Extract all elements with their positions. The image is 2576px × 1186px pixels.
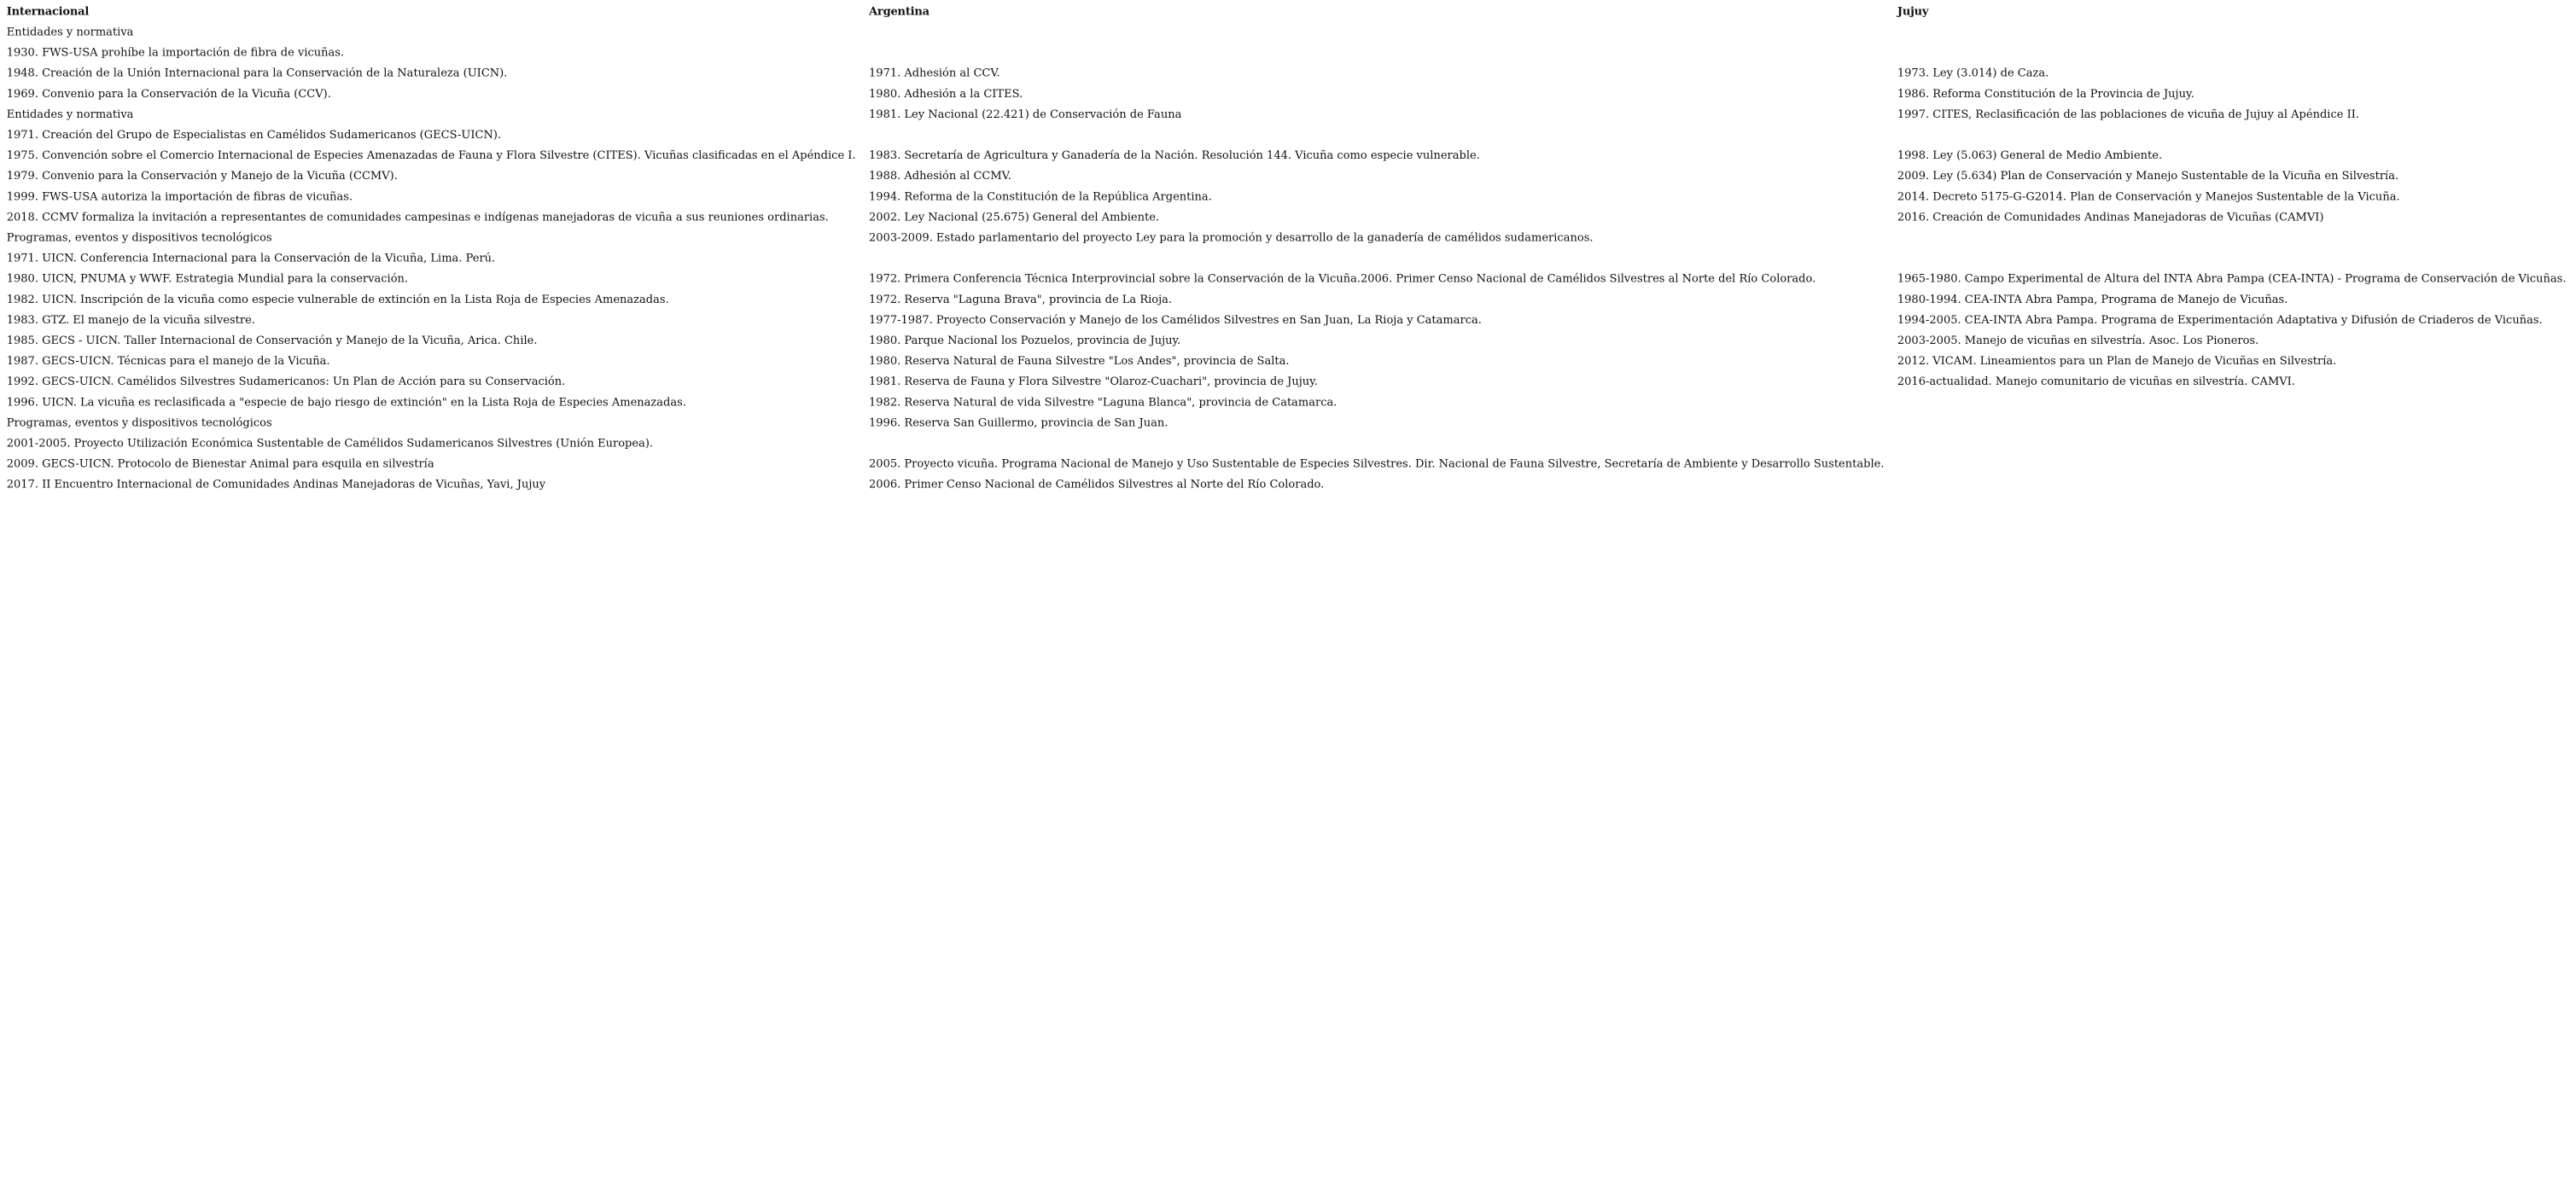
cell-jujuy: 2012. VICAM. Lineamientos para un Plan de Manejo de Vicuñas en Silvestría. (1897, 354, 2337, 368)
cell-jujuy: 2016. Creación de Comunidades Andinas Manejadoras de Vicuñas (CAMVI) (1897, 210, 2324, 224)
cell-jujuy: 2014. Decreto 5175-G-G2014. Plan de Conservación y Manejos Sustentable de la Vicuña. (1897, 189, 2400, 204)
cell-jujuy: 1965-1980. Campo Experimental de Altura del INTA Abra Pampa (CEA-INTA) - Programa de Conservación de Vicuñas. (1897, 272, 2567, 286)
cell-internacional: 2017. II Encuentro Internacional de Comunidades Andinas Manejadoras de Vicuñas, Yavi, Jujuy (6, 478, 546, 491)
cell-internacional: Entidades y normativa (6, 108, 134, 121)
cell-internacional: 1985. GECS - UICN. Taller Internacional de Conservación y Manejo de la Vicuña, Arica. Chile. (6, 334, 538, 347)
cell-internacional: 1983. GTZ. El manejo de la vicuña silvestre. (6, 313, 255, 327)
cell-jujuy: 2009. Ley (5.634) Plan de Conservación y Manejo Sustentable de la Vicuña en Silvestría. (1897, 169, 2399, 183)
cell-jujuy: 1997. CITES, Reclasificación de las poblaciones de vicuña de Jujuy al Apéndice II. (1897, 108, 2360, 121)
cell-internacional: 2001-2005. Proyecto Utilización Económica Sustentable de Camélidos Sudamericanos Silvestres (Unión Europea). (6, 436, 654, 451)
column-header-jujuy: Jujuy (1897, 4, 1929, 19)
cell-jujuy (1891, 43, 2573, 63)
cell-internacional: 1930. FWS-USA prohíbe la importación de fibra de vicuñas. (6, 46, 345, 60)
table-row (0, 289, 2573, 310)
table-row (0, 433, 2573, 454)
table-row (0, 392, 2573, 413)
table-row (0, 352, 2573, 372)
cell-jujuy (1891, 22, 2573, 43)
cell-jujuy (1891, 248, 2573, 269)
cell-internacional: 2018. CCMV formaliza la invitación a representantes de comunidades campesinas e indígenas manejadoras de vicuña a sus reuniones ordinarias. (6, 210, 829, 224)
cell-jujuy (1891, 125, 2573, 146)
cell-argentina: 2002. Ley Nacional (25.675) General del Ambiente. (869, 210, 1160, 224)
cell-jujuy: 2016-actualidad. Manejo comunitario de vicuñas en silvestría. CAMVI. (1897, 375, 2295, 389)
cell-jujuy: 1986. Reforma Constitución de la Provincia de Jujuy. (1897, 87, 2194, 101)
cell-argentina: 1981. Reserva de Fauna y Flora Silvestre "Olaroz-Cuachari", provincia de Jujuy. (869, 375, 1318, 389)
column-header-argentina: Argentina (869, 4, 930, 19)
cell-argentina: 1982. Reserva Natural de vida Silvestre "Laguna Blanca", provincia de Catamarca. (869, 395, 1338, 410)
table-row (0, 22, 2573, 43)
cell-argentina: 2005. Proyecto vicuña. Programa Nacional de Manejo y Uso Sustentable de Especies Silvestres. Dir. Nacional de Fauna Silvestre, Secretaría de Ambiente y Desarrollo Sustentable. (869, 456, 1885, 471)
cell-jujuy: 2003-2005. Manejo de vicuñas en silvestría. Asoc. Los Pioneros. (1897, 334, 2259, 347)
cell-argentina: 1980. Adhesión a la CITES. (869, 87, 1023, 101)
table-row (0, 454, 2573, 474)
cell-internacional: 1999. FWS-USA autoriza la importación de fibras de vicuñas. (6, 189, 353, 204)
cell-jujuy (1891, 433, 2573, 454)
table-row (0, 248, 2573, 269)
table-row (0, 310, 2573, 330)
cell-argentina: 1994. Reforma de la Constitución de la República Argentina. (869, 189, 1212, 204)
cell-internacional: Programas, eventos y dispositivos tecnológicos (6, 416, 272, 430)
cell-internacional: 1980. UICN, PNUMA y WWF. Estrategia Mundial para la conservación. (6, 272, 409, 286)
cell-jujuy: 1980-1994. CEA-INTA Abra Pampa, Programa de Manejo de Vicuñas. (1897, 293, 2288, 306)
table-row (0, 146, 2573, 166)
cell-argentina (862, 43, 1891, 63)
cell-jujuy: 1998. Ley (5.063) General de Medio Ambiente. (1897, 148, 2163, 162)
cell-internacional: 2009. GECS-UICN. Protocolo de Bienestar Animal para esquila en silvestría (6, 456, 434, 471)
cell-internacional: 1948. Creación de la Unión Internacional para la Conservación de la Naturaleza (UICN). (6, 67, 508, 80)
cell-internacional: 1975. Convención sobre el Comercio Internacional de Especies Amenazadas de Fauna y Flora Silvestre (CITES). Vicuñas clasificadas en el Apéndice I. (6, 148, 856, 162)
cell-internacional: Entidades y normativa (6, 25, 134, 39)
table-row (0, 474, 2573, 495)
table-row (0, 413, 2573, 433)
table-row (0, 207, 2573, 228)
cell-jujuy: 1973. Ley (3.014) de Caza. (1897, 67, 2049, 80)
table-row (0, 125, 2573, 146)
cell-argentina: 1981. Ley Nacional (22.421) de Conservación de Fauna (869, 108, 1182, 121)
cell-jujuy (1891, 474, 2573, 495)
table-body (0, 22, 2573, 495)
table-row (0, 166, 2573, 187)
cell-argentina: 1996. Reserva San Guillermo, provincia de San Juan. (869, 416, 1169, 430)
cell-argentina (862, 433, 1891, 454)
cell-argentina: 1972. Primera Conferencia Técnica Interprovincial sobre la Conservación de la Vicuña.2006. Primer Censo Nacional de Camélidos Silvestres al Norte del Río Colorado. (869, 272, 1816, 286)
cell-argentina: 2003-2009. Estado parlamentario del proyecto Ley para la promoción y desarrollo de la ganadería de camélidos sudamericanos. (869, 230, 1594, 245)
table-row (0, 43, 2573, 63)
table-row (0, 63, 2573, 84)
table-row (0, 372, 2573, 392)
cell-jujuy (1891, 454, 2573, 474)
cell-jujuy (1891, 228, 2573, 248)
header-row (0, 2, 2573, 22)
table-row (0, 269, 2573, 289)
cell-argentina: 1988. Adhesión al CCMV. (869, 169, 1011, 183)
cell-argentina: 1980. Parque Nacional los Pozuelos, provincia de Jujuy. (869, 334, 1181, 347)
cell-internacional: 1979. Convenio para la Conservación y Manejo de la Vicuña (CCMV). (6, 169, 398, 183)
table-row (0, 84, 2573, 104)
cell-argentina (862, 22, 1891, 43)
cell-argentina (862, 125, 1891, 146)
column-header-internacional: Internacional (6, 4, 90, 19)
table-row (0, 228, 2573, 248)
cell-jujuy (1891, 413, 2573, 433)
table-row (0, 104, 2573, 125)
cell-argentina: 1980. Reserva Natural de Fauna Silvestre "Los Andes", provincia de Salta. (869, 354, 1290, 368)
cell-internacional: 1987. GECS-UICN. Técnicas para el manejo de la Vicuña. (6, 354, 330, 368)
cell-internacional: 1971. Creación del Grupo de Especialistas en Camélidos Sudamericanos (GECS-UICN). (6, 128, 502, 142)
cell-jujuy (1891, 392, 2573, 413)
cell-argentina: 2006. Primer Censo Nacional de Camélidos Silvestres al Norte del Río Colorado. (869, 478, 1325, 491)
table-row (0, 331, 2573, 352)
cell-internacional: 1969. Convenio para la Conservación de la Vicuña (CCV). (6, 87, 331, 101)
cell-argentina: 1971. Adhesión al CCV. (869, 67, 1000, 80)
table-row (0, 187, 2573, 207)
cell-internacional: 1992. GECS-UICN. Camélidos Silvestres Sudamericanos: Un Plan de Acción para su Conservación. (6, 375, 566, 389)
cell-argentina (862, 248, 1891, 269)
cell-internacional: 1996. UICN. La vicuña es reclasificada a "especie de bajo riesgo de extinción" en la Lista Roja de Especies Amenazadas. (6, 395, 686, 410)
cell-internacional: Programas, eventos y dispositivos tecnológicos (6, 230, 272, 245)
timeline-table (0, 2, 2573, 495)
cell-argentina: 1972. Reserva "Laguna Brava", provincia de La Rioja. (869, 293, 1173, 306)
cell-argentina: 1977-1987. Proyecto Conservación y Manejo de los Camélidos Silvestres en San Juan, La Rioja y Catamarca. (869, 313, 1482, 327)
cell-internacional: 1971. UICN. Conferencia Internacional para la Conservación de la Vicuña, Lima. Perú. (6, 252, 496, 265)
cell-argentina: 1983. Secretaría de Agricultura y Ganadería de la Nación. Resolución 144. Vicuña como especie vulnerable. (869, 148, 1480, 162)
cell-internacional: 1982. UICN. Inscripción de la vicuña como especie vulnerable de extinción en la Lista Roja de Especies Amenazadas. (6, 293, 669, 306)
cell-jujuy: 1994-2005. CEA-INTA Abra Pampa. Programa de Experimentación Adaptativa y Difusión de Criaderos de Vicuñas. (1897, 313, 2543, 327)
